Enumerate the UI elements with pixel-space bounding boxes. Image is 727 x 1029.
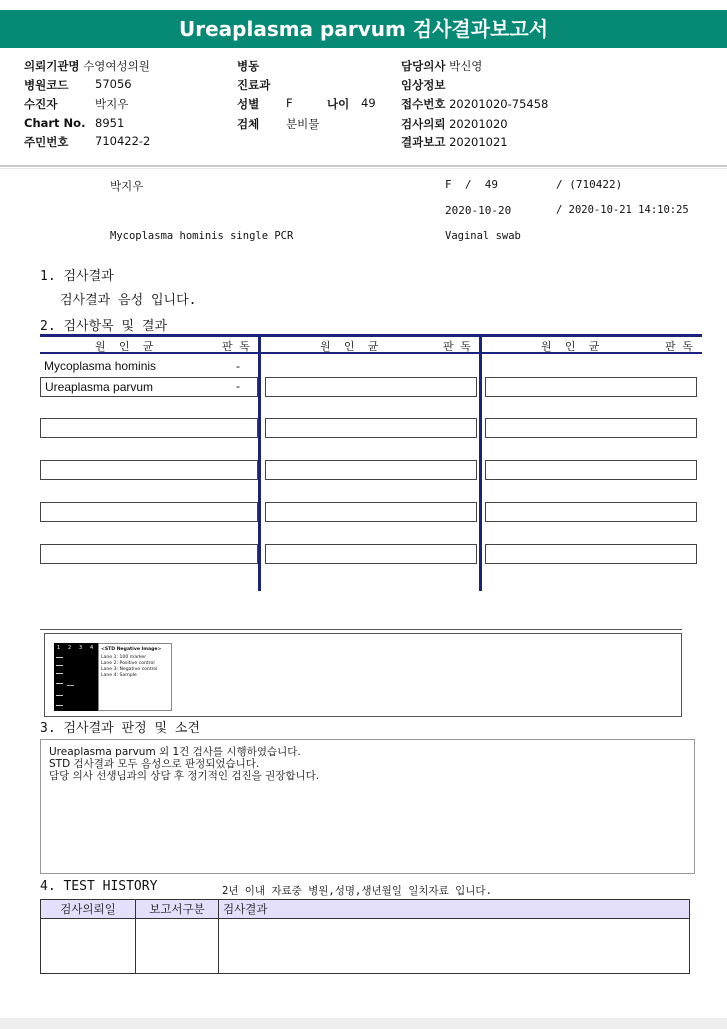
history-col-header: 보고서구분 [136, 900, 219, 919]
header-field: 병원코드 [24, 78, 69, 92]
summary-date-report: / 2020-10-21 14:10:25 [556, 204, 689, 216]
header-field: 검체 [237, 117, 260, 131]
gel-band [56, 657, 63, 658]
col-header-pathogen: 원 인 균 [95, 340, 154, 353]
result-cell [485, 460, 697, 480]
summary-date-request: 2020-10-20 [445, 204, 512, 217]
header-field: 병동 [237, 59, 260, 73]
result-name: Mycoplasma hominis [44, 359, 157, 373]
result-cell [40, 544, 258, 564]
result-cell [265, 377, 477, 397]
history-note: 2년 이내 자료중 병원,성명,생년월일 일치자료 입니다. [222, 885, 492, 897]
result-cell [40, 418, 258, 438]
gel-legend-item: Lane 1: 100 marker [101, 655, 147, 660]
header-field: 임상정보 [401, 78, 446, 92]
gel-legend-item: Lane 3: Negative control [101, 667, 158, 672]
summary-name: 박지우 [110, 179, 144, 193]
gel-band [56, 705, 63, 706]
lane-number: 1 [57, 645, 61, 651]
result-cell [40, 460, 258, 480]
header-field: 접수번호 20201020-75458 [401, 97, 549, 111]
header-value: 49 [361, 96, 376, 110]
header-field: 주민번호 [24, 135, 69, 149]
history-header-row [41, 900, 690, 919]
header-field: 검사의뢰 20201020 [401, 117, 508, 131]
result-cell [40, 502, 258, 522]
summary-sex-age: F / 49 [445, 178, 498, 191]
history-row [41, 919, 690, 974]
header-field: 수진자 [24, 97, 58, 111]
gel-legend [98, 643, 172, 711]
history-col-header: 검사의뢰일 [41, 900, 136, 919]
result-value: - [236, 379, 240, 393]
gel-band [56, 683, 63, 684]
result-cell [485, 502, 697, 522]
gel-legend-item: Lane 4: Sample [101, 673, 137, 678]
history-cell [41, 919, 136, 974]
opinion-box [40, 739, 695, 874]
image-panel-rule [40, 629, 682, 630]
gel-legend-title: <STD Negative Image> [101, 647, 162, 652]
result-cell [265, 460, 477, 480]
summary-test: Mycoplasma hominis single PCR [110, 230, 294, 242]
opinion-line: Ureaplasma parvum 외 1건 검사를 시행하였습니다. [49, 746, 301, 758]
result-cell [265, 418, 477, 438]
history-cell [136, 919, 219, 974]
gel-electrophoresis-image [54, 643, 98, 711]
section-1-title: 1. 검사결과 [40, 269, 114, 284]
header-value: 8951 [95, 116, 125, 130]
result-name: Ureaplasma parvum [45, 380, 154, 394]
gel-legend-item: Lane 2: Positive control [101, 661, 155, 666]
gel-band [56, 695, 63, 696]
section-3-title: 3. 검사결과 판정 및 소견 [40, 721, 200, 736]
col-header-pathogen: 원 인 균 [541, 340, 600, 353]
result-cell [485, 418, 697, 438]
header-value: 710422-2 [95, 134, 151, 148]
section-4-title: 4. TEST HISTORY [40, 879, 158, 894]
header-divider [0, 165, 727, 167]
lane-number: 4 [90, 645, 94, 651]
report-title: Ureaplasma parvum 검사결과보고서 [0, 10, 727, 48]
section-1-result: 검사결과 음성 입니다. [60, 293, 197, 308]
summary-specimen: Vaginal swab [445, 230, 521, 242]
result-value: - [236, 359, 240, 373]
header-field: 나이 [327, 97, 350, 111]
header-field: 의뢰기관명 수영여성의원 [24, 59, 150, 73]
gel-band [67, 685, 74, 686]
history-cell [219, 919, 690, 974]
opinion-line: 담당 의사 선생님과의 상담 후 정기적인 검진을 권장합니다. [49, 770, 320, 782]
header-value: F [286, 96, 293, 110]
history-table [40, 899, 690, 974]
col-header-pathogen: 원 인 균 [320, 340, 379, 353]
gel-band [56, 673, 63, 674]
header-value: 박지우 [95, 97, 129, 111]
header-field: 담당의사 박신영 [401, 59, 483, 73]
header-field: Chart No. [24, 116, 86, 130]
table-column-divider [258, 335, 261, 591]
header-value: 57056 [95, 77, 132, 91]
header-field: 결과보고 20201021 [401, 135, 508, 149]
opinion-line: STD 검사결과 모두 음성으로 판정되었습니다. [49, 758, 260, 770]
header-field: 성별 [237, 97, 260, 111]
result-cell [485, 377, 697, 397]
header-divider [0, 168, 727, 169]
result-cell [265, 544, 477, 564]
gel-band [56, 665, 63, 666]
header-value: 분비물 [286, 117, 320, 131]
col-header-result: 판 독 [222, 340, 250, 353]
footer-bar [0, 1018, 727, 1029]
lane-number: 3 [79, 645, 83, 651]
table-top-rule [40, 334, 702, 337]
section-2-title: 2. 검사항목 및 결과 [40, 319, 168, 334]
col-header-result: 판 독 [443, 340, 471, 353]
summary-birth: / (710422) [556, 178, 623, 191]
col-header-result: 판 독 [665, 340, 693, 353]
result-cell [485, 544, 697, 564]
header-field: 진료과 [237, 78, 271, 92]
result-cell [265, 502, 477, 522]
lane-number: 2 [68, 645, 72, 651]
table-column-divider [479, 335, 482, 591]
history-col-header: 검사결과 [219, 900, 690, 919]
